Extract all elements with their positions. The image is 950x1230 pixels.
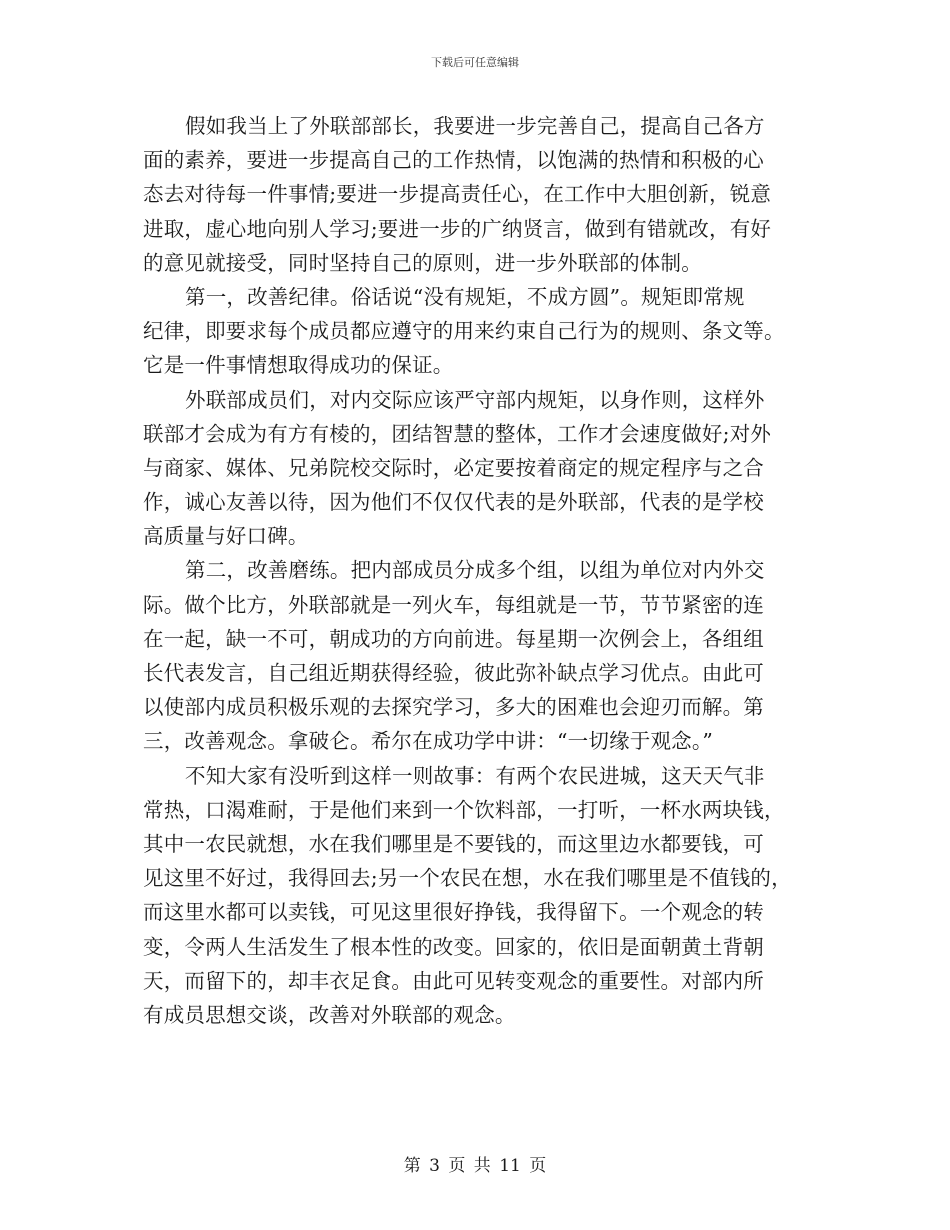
text-line: 三，改善观念。拿破仑。希尔在成功学中讲：“一切缘于观念。”: [143, 729, 714, 754]
text-line: 作，诚心友善以待，因为他们不仅仅代表的是外联部，代表的是学校: [143, 490, 764, 515]
text-line: 第一，改善纪律。俗话说“没有规矩，不成方圆”。规矩即常规: [185, 284, 745, 309]
text-line: 第二，改善磨练。把内部成员分成多个组，以组为单位对内外交: [185, 558, 765, 583]
text-line: 纪律，即要求每个成员都应遵守的用来约束自己行为的规则、条文等。: [143, 319, 785, 344]
text-line: 天，而留下的，却丰衣足食。由此可见转变观念的重要性。对部内所: [143, 968, 764, 993]
text-line: 外联部成员们，对内交际应该严守部内规矩，以身作则，这样外: [185, 387, 765, 412]
text-line: 有成员思想交谈，改善对外联部的观念。: [143, 1002, 516, 1027]
text-line: 面的素养，要进一步提高自己的工作热情，以饱满的热情和积极的心: [143, 148, 764, 173]
text-line: 不知大家有没听到这样一则故事：有两个农民进城，这天天气非: [185, 763, 765, 788]
text-line: 它是一件事情想取得成功的保证。: [143, 353, 454, 378]
text-line: 的意见就接受，同时坚持自己的原则，进一步外联部的体制。: [143, 250, 702, 275]
text-line: 在一起，缺一不可，朝成功的方向前进。每星期一次例会上，各组组: [143, 626, 764, 651]
text-line: 常热，口渴难耐，于是他们来到一个饮料部，一打听，一杯水两块钱，: [143, 797, 785, 822]
page-header: 下载后可任意编辑: [431, 56, 519, 69]
text-line: 与商家、媒体、兄弟院校交际时，必定要按着商定的规定程序与之合: [143, 455, 764, 480]
text-line: 态去对待每一件事情;要进一步提高责任心，在工作中大胆创新，锐意: [143, 182, 772, 207]
text-line: 高质量与好口碑。: [143, 524, 309, 549]
text-line: 联部才会成为有方有棱的，团结智慧的整体，工作才会速度做好;对外: [143, 421, 772, 446]
text-line: 以使部内成员积极乐观的去探究学习，多大的困难也会迎刃而解。第: [143, 695, 764, 720]
text-line: 长代表发言，自己组近期获得经验，彼此弥补缺点学习优点。由此可: [143, 661, 764, 685]
document-body: [143, 109, 808, 1032]
text-line: 见这里不好过，我得回去;另一个农民在想，水在我们哪里是不值钱的，: [143, 866, 792, 891]
text-line: 变，令两人生活发生了根本性的改变。回家的，依旧是面朝黄土背朝: [143, 934, 764, 959]
text-line: 进取，虚心地向别人学习;要进一步的广纳贤言，做到有错就改，有好: [143, 216, 772, 241]
page-number-footer: 第 3 页 共 11 页: [403, 1156, 547, 1176]
text-line: 假如我当上了外联部部长，我要进一步完善自己，提高自己各方: [185, 114, 765, 138]
text-line: 而这里水都可以卖钱，可见这里很好挣钱，我得留下。一个观念的转: [143, 900, 764, 925]
text-line: 其中一农民就想，水在我们哪里是不要钱的，而这里边水都要钱，可: [143, 831, 764, 856]
text-line: 际。做个比方，外联部就是一列火车，每组就是一节，节节紧密的连: [143, 592, 764, 617]
